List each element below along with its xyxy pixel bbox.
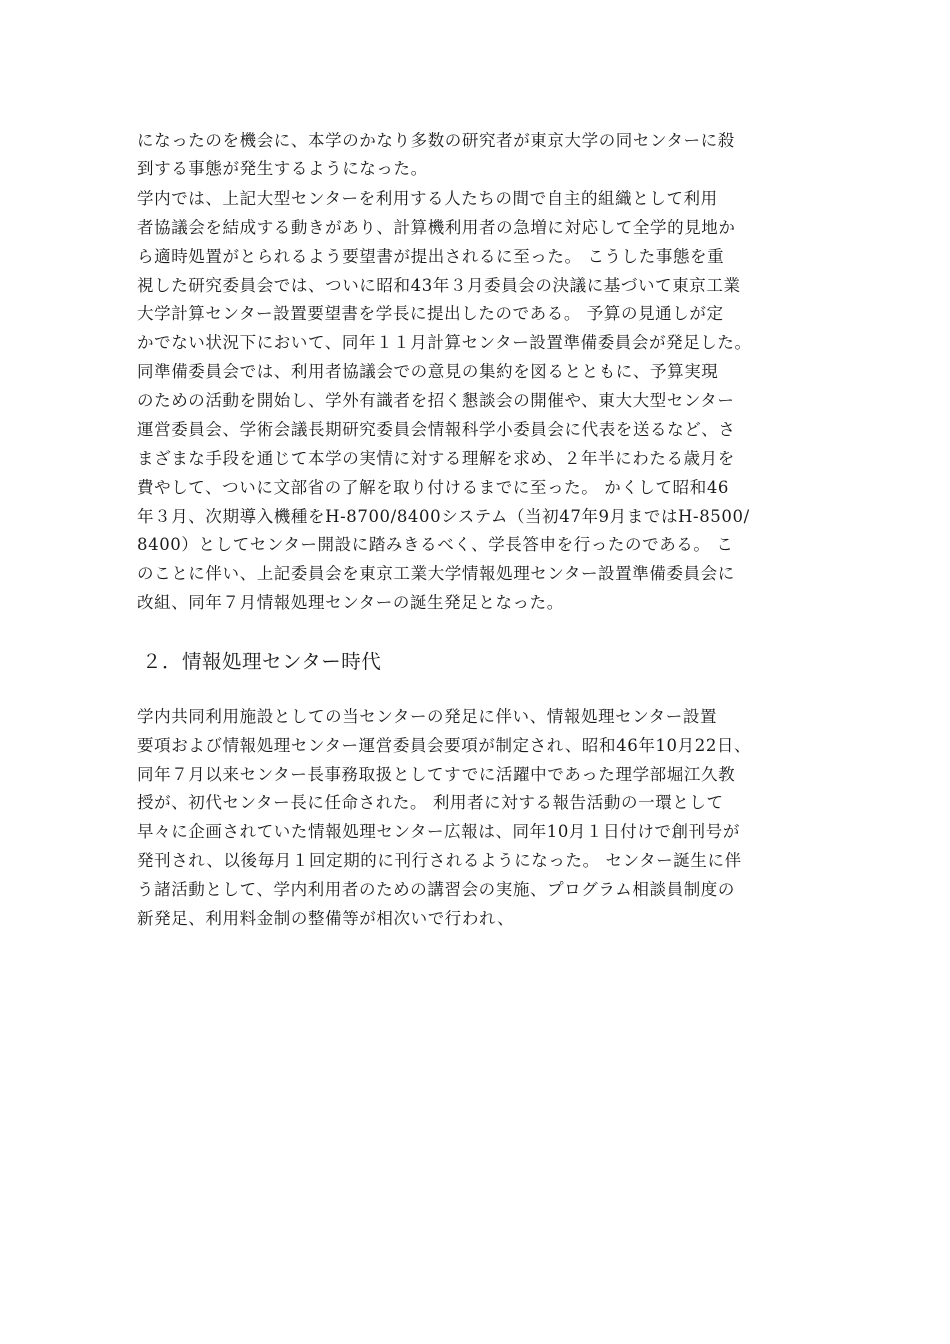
text-line: 同年７月以来センター長事務取扱としてすでに活躍中であった理学部堀江久教: [137, 765, 736, 784]
text-line: 8400）としてセンター開設に踏みきるべく、学長答申を行ったのである。 こ: [137, 535, 734, 554]
text-line: 費やして、ついに文部省の了解を取り付けるまでに至った。 かくして昭和46: [137, 478, 730, 497]
text-line: 学内共同利用施設としての当センターの発足に伴い、情報処理センター設置: [137, 707, 718, 726]
text-line: 大学計算センター設置要望書を学長に提出したのである。 予算の見通しが定: [137, 304, 724, 323]
text-line: 視した研究委員会では、ついに昭和43年３月委員会の決議に基づいて東京工業: [137, 276, 741, 295]
text-line: 運営委員会、学術会議長期研究委員会情報科学小委員会に代表を送るなど、さ: [137, 420, 736, 439]
text-line: まざまな手段を通じて本学の実情に対する理解を求め、２年半にわたる歳月を: [137, 449, 735, 468]
text-line: 同準備委員会では、利用者協議会での意見の集約を図るとともに、予算実現: [137, 362, 719, 381]
text-line: 改組、同年７月情報処理センターの誕生発足となった。: [137, 593, 564, 612]
text-line: ら適時処置がとられるよう要望書が提出されるに至った。 こうした事態を重: [137, 247, 725, 266]
text-line: のことに伴い、上記委員会を東京工業大学情報処理センター設置準備委員会に: [137, 564, 735, 583]
text-line: 発刊され、以後毎月１回定期的に刊行されるようになった。 センター誕生に伴: [137, 851, 742, 870]
text-line: 早々に企画されていた情報処理センター広報は、同年10月１日付けで創刊号が: [137, 822, 740, 841]
text-line: になったのを機会に、本学のかなり多数の研究者が東京大学の同センターに殺: [137, 131, 735, 150]
text-line: 新発足、利用料金制の整備等が相次いで行われ、: [137, 909, 515, 928]
text-line: かでない状況下において、同年１１月計算センター設置準備委員会が発足した。: [137, 333, 752, 352]
text-line: 授が、初代センター長に任命された。 利用者に対する報告活動の一環として: [137, 793, 724, 812]
text-line: 要項および情報処理センター運営委員会要項が制定され、昭和46年10月22日、: [137, 736, 752, 755]
text-line: 到する事態が発生するようになった。: [137, 159, 428, 178]
text-line: のための活動を開始し、学外有識者を招く懇談会の開催や、東大大型センター: [137, 391, 735, 410]
text-line: う諸活動として、学内利用者のための講習会の実施、プログラム相談員制度の: [137, 880, 736, 899]
section-heading: ２．情報処理センター時代: [142, 650, 382, 673]
text-line: 者協議会を結成する動きがあり、計算機利用者の急増に対応して全学的見地か: [137, 218, 736, 237]
text-line: 年３月、次期導入機種をH-8700/8400システム（当初47年9月まではH-8500/: [137, 507, 750, 526]
text-line: 学内では、上記大型センターを利用する人たちの間で自主的組織として利用: [137, 189, 718, 208]
